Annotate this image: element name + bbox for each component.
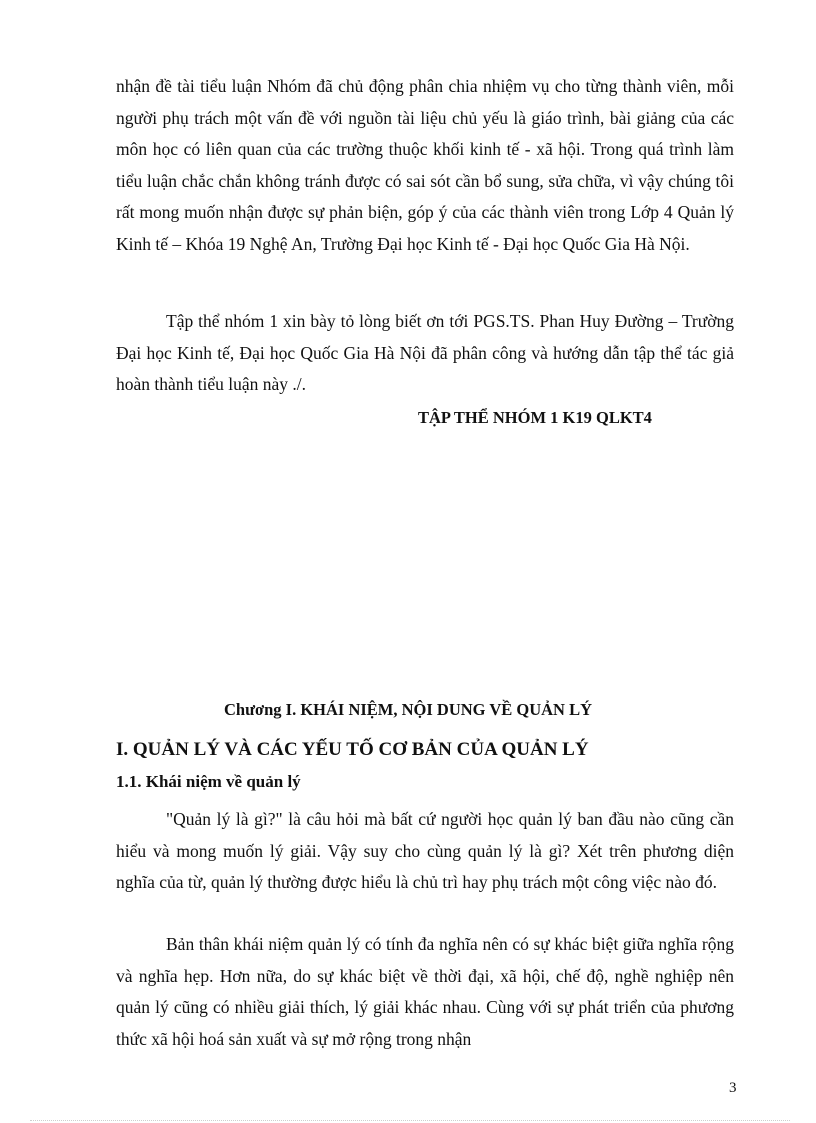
paragraph-thanks: Tập thể nhóm 1 xin bày tỏ lòng biết ơn tới PGS.TS. Phan Huy Đường – Trường Đại học Kinh tế, Đại học Quốc Gia Hà Nội đã phân công và hướng dẫn tập thể tác giả hoàn thành tiểu luận này ./. [116,311,734,394]
paragraph-intro-continuation: nhận đề tài tiểu luận Nhóm đã chủ động phân chia nhiệm vụ cho từng thành viên, mỗi người phụ trách một vấn đề với nguồn tài liệu chủ yếu là giáo trình, bài giảng của các môn học có liên quan của các trường thuộc khối kinh tế - xã hội. Trong quá trình làm tiểu luận chắc chắn không tránh được có sai sót cần bổ sung, sửa chữa, vì vậy chúng tôi rất mong muốn nhận được sự phản biện, góp ý của các thành viên trong Lớp 4 Quản lý Kinh tế – Khóa 19 Nghệ An, Trường Đại học Kinh tế - Đại học Quốc Gia Hà Nội. [116,76,734,254]
subsection-title: 1.1. Khái niệm về quản lý [116,772,301,791]
paragraph-concept: Bản thân khái niệm quản lý có tính đa nghĩa nên có sự khác biệt giữa nghĩa rộng và nghĩa hẹp. Hơn nữa, do sự khác biệt về thời đại, xã hội, chế độ, nghề nghiệp nên quản lý cũng có nhiều giải thích, lý giải khác nhau. Cùng với sự phát triển của phương thức xã hội hoá sản xuất và sự mở rộng trong nhận [116,934,734,1049]
chapter-title: Chương I. KHÁI NIỆM, NỘI DUNG VỀ QUẢN LÝ [223,700,593,719]
signature-line: TẬP THỂ NHÓM 1 K19 QLKT4 [418,408,652,427]
footer-divider [30,1120,790,1121]
section-title: I. QUẢN LÝ VÀ CÁC YẾU TỐ CƠ BẢN CỦA QUẢN LÝ [116,739,589,760]
paragraph-question: "Quản lý là gì?" là câu hỏi mà bất cứ người học quản lý ban đầu nào cũng cần hiểu và mong muốn lý giải. Vậy suy cho cùng quản lý là gì? Xét trên phương diện nghĩa của từ, quản lý thường được hiểu là chủ trì hay phụ trách một công việc nào đó. [116,809,734,892]
page-number: 3 [729,1080,737,1096]
